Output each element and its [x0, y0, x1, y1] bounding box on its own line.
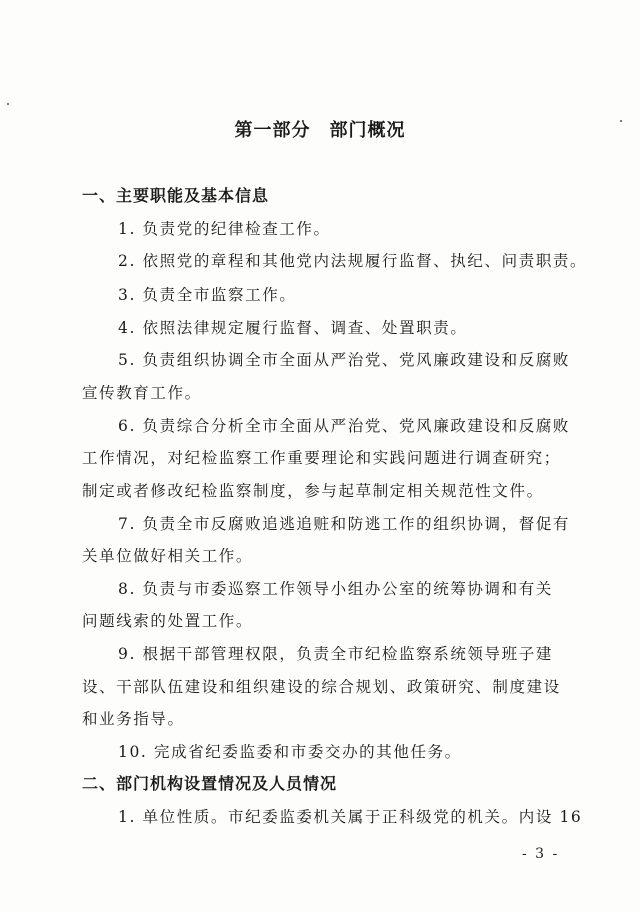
paragraph-line: 8. 负责与市委巡察工作领导小组办公室的统筹协调和有关	[118, 580, 553, 598]
paragraph-line: 问题线索的处置工作。	[82, 612, 254, 630]
page-title: 第一部分 部门概况	[234, 120, 406, 141]
paragraph-line: 6. 负责综合分析全市全面从严治党、党风廉政建设和反腐败	[118, 417, 571, 435]
section-heading-2: 二、部门机构设置情况及人员情况	[82, 774, 338, 793]
scan-speck	[7, 103, 9, 105]
paragraph-line: 7. 负责全市反腐败追逃追赃和防逃工作的组织协调，督促有	[118, 515, 571, 533]
paragraph-line: 9. 根据干部管理权限，负责全市纪检监察系统领导班子建	[118, 645, 553, 663]
paragraph-line: 设、干部队伍建设和组织建设的综合规划、政策研究、制度建设	[82, 678, 561, 696]
paragraph-line: 1. 负责党的纪律检查工作。	[118, 220, 331, 238]
paragraph-line: 3. 负责全市监察工作。	[118, 286, 297, 304]
paragraph-line: 宣传教育工作。	[82, 384, 202, 402]
paragraph-line: 2. 依照党的章程和其他党内法规履行监督、执纪、问责职责。	[118, 252, 588, 270]
paragraph-line: 制定或者修改纪检监察制度，参与起草制定相关规范性文件。	[82, 482, 544, 500]
page-number: - 3 -	[522, 846, 560, 862]
paragraph-line: 工作情况，对纪检监察工作重要理论和实践问题进行调查研究；	[82, 449, 561, 467]
paragraph-line: 10. 完成省纪委监委和市委交办的其他任务。	[118, 743, 462, 761]
paragraph-line: 和业务指导。	[82, 710, 185, 728]
section-heading-1: 一、主要职能及基本信息	[82, 186, 270, 205]
paragraph-line: 1. 单位性质。市纪委监委机关属于正科级党的机关。内设 16	[118, 808, 583, 826]
paragraph-line: 关单位做好相关工作。	[82, 547, 254, 565]
paragraph-line: 4. 依照法律规定履行监督、调查、处置职责。	[118, 319, 468, 337]
paragraph-line: 5. 负责组织协调全市全面从严治党、党风廉政建设和反腐败	[118, 351, 571, 369]
